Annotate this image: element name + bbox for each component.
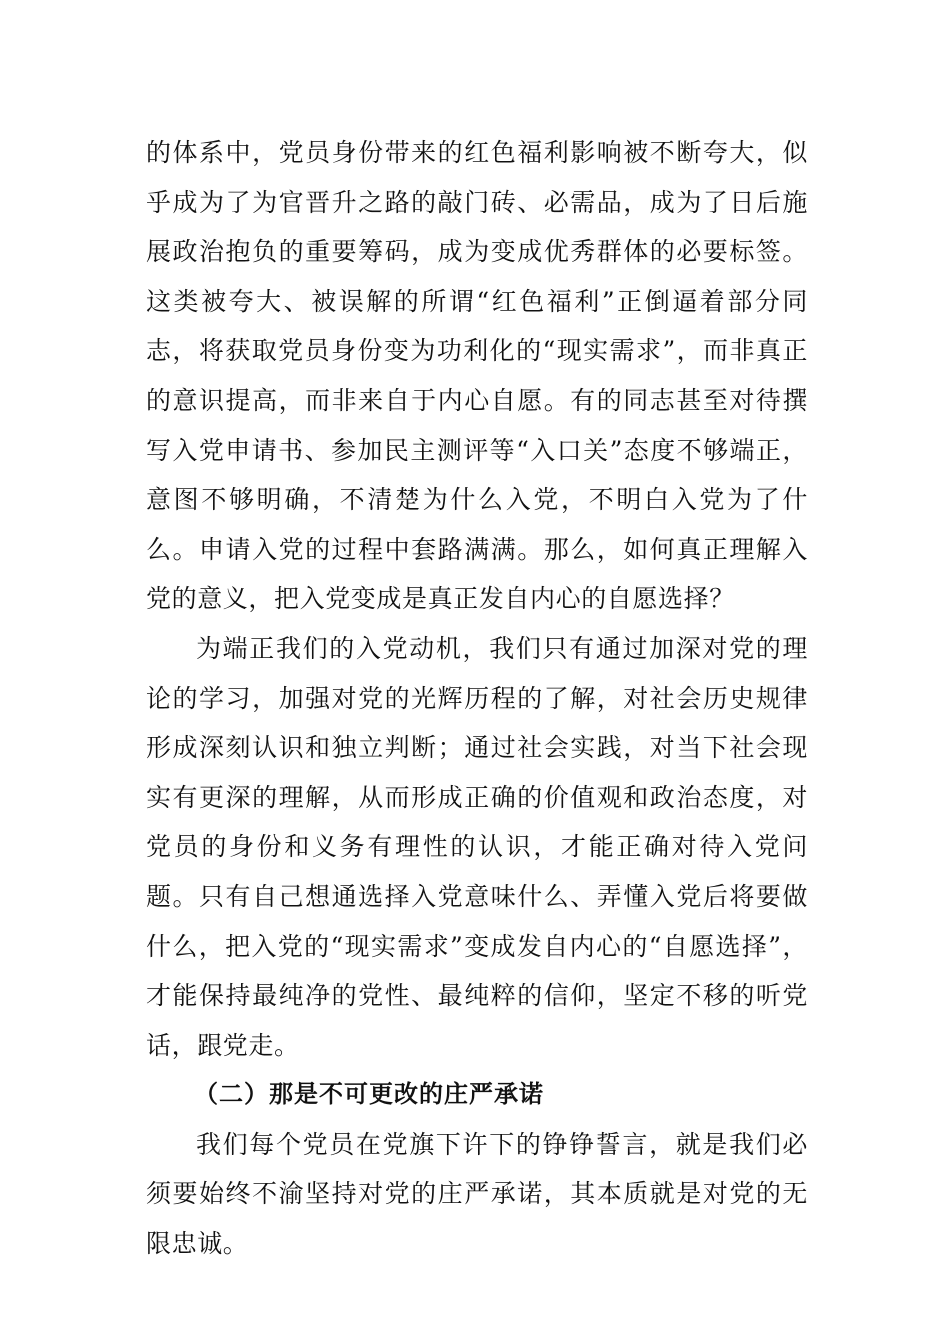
paragraph-solemn-promise: 我们每个党员在党旗下许下的铮铮誓言，就是我们必须要始终不渝坚持对党的庄严承诺，其本质就是对党的无限忠诚。 (146, 1129, 808, 1259)
paragraph-party-motivation: 为端正我们的入党动机，我们只有通过加深对党的理论的学习，加强对党的光辉历程的了解，对社会历史规律形成深刻认识和独立判断；通过社会实践，对当下社会现实有更深的理解，从而形成正确的价值观和政治态度，对党员的身份和义务有理性的认识，才能正确对待入党问题。只有自己想通选择入党意味什么、弄懂入党后将要做什么，把入党的“现实需求”变成发自内心的“自愿选择”，才能保持最纯净的党性、最纯粹的信仰，坚定不移的听党话，跟党走。 (146, 633, 808, 1060)
document-body (146, 128, 808, 1269)
paragraph-continued: 的体系中，党员身份带来的红色福利影响被不断夸大，似乎成为了为官晋升之路的敲门砖、必需品，成为了日后施展政治抱负的重要筹码，成为变成优秀群体的必要标签。这类被夸大、被误解的所谓“红色福利”正倒逼着部分同志，将获取党员身份变为功利化的“现实需求”，而非真正的意识提高，而非来自于内心自愿。有的同志甚至对待撰写入党申请书、参加民主测评等“入口关”态度不够端正，意图不够明确，不清楚为什么入党，不明白入党为了什么。申请入党的过程中套路满满。那么，如何真正理解入党的意义，把入党变成是真正发自内心的自愿选择？ (146, 138, 808, 614)
section-heading: （二）那是不可更改的庄严承诺 (194, 1080, 544, 1109)
